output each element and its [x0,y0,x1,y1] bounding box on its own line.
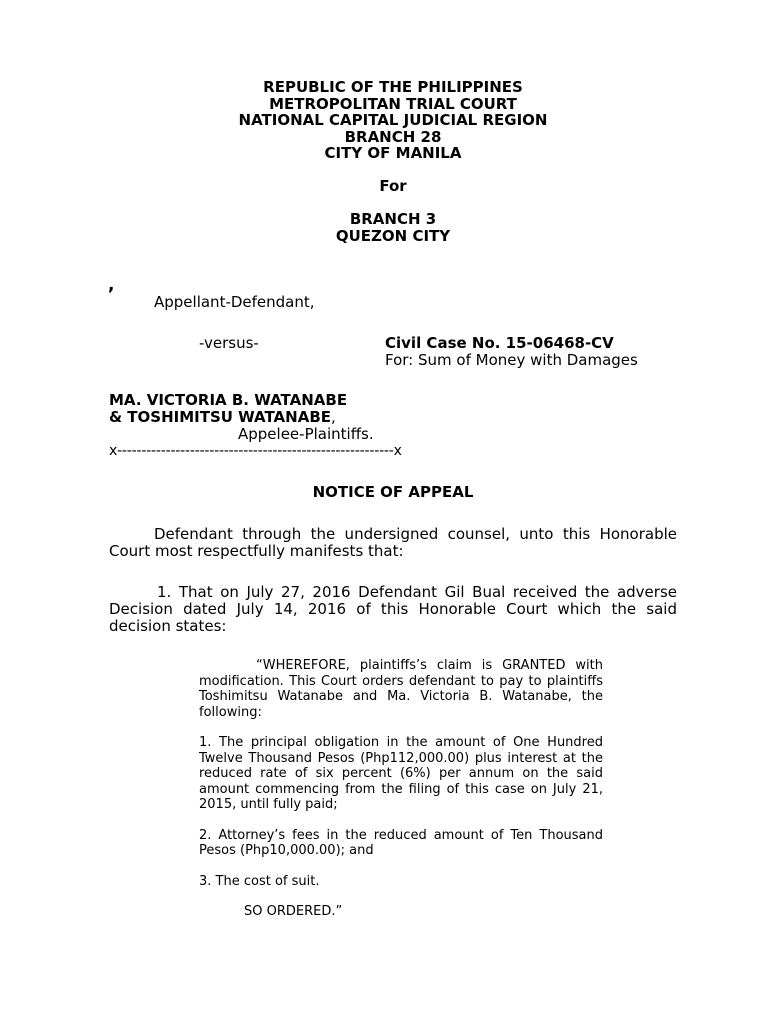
header-city: CITY OF MANILA [324,144,462,162]
quote-item-3: 3. The cost of suit. [199,873,320,889]
caption-comma: , [108,275,115,295]
appellee-name-2-line [109,409,336,426]
header-branch-2: BRANCH 3 [349,210,437,228]
appellant-role: Appellant-Defendant, [154,293,315,311]
intro-paragraph: Defendant through the undersigned counsel, unto this Honorable Court most respectfully manifests that: [109,525,677,560]
header-region: NATIONAL CAPITAL JUDICIAL REGION [238,111,548,129]
quote-closing: SO ORDERED.” [244,904,343,919]
decision-quote [199,658,603,920]
header-branch: BRANCH 28 [344,127,442,146]
appellee-role: Appelee-Plaintiffs. [238,425,374,443]
header-republic: REPUBLIC OF THE PHILIPPINES [263,78,523,96]
header-city-2: QUEZON CITY [335,227,451,245]
appellee-comma: , [331,408,336,426]
paragraph-1: 1. That on July 27, 2016 Defendant Gil Bual received the adverse Decision dated July 14, 2016 of this Honorable Court which the said decision states: [109,583,677,635]
appellee-name-1: MA. VICTORIA B. WATANABE [109,391,348,409]
versus-label: -versus- [199,334,259,352]
case-nature: For: Sum of Money with Damages [385,351,638,369]
quote-item-2: 2. Attorney’s fees in the reduced amount of Ten Thousand Pesos (Php10,000.00); and [199,827,603,858]
quote-item-1: 1. The principal obligation in the amount of One Hundred Twelve Thousand Pesos (Php112,000.00) plus interest at the reduced rate of six percent (6%) per annum on the said amount commencing from the filing of this case on July 21, 2015, until fully paid; [199,735,603,812]
header-court: METROPOLITAN TRIAL COURT [269,94,517,113]
header-for: For [379,177,407,195]
document-title: NOTICE OF APPEAL [312,483,474,501]
caption-divider: x---------------------------------------------------------x [109,443,402,459]
quote-opening: “WHEREFORE, plaintiffs’s claim is GRANTED with modification. This Court orders defendant to pay to plaintiffs Toshimitsu Watanabe and Ma. Victoria B. Watanabe, the following: [199,658,603,720]
court-header [0,79,768,162]
case-number: Civil Case No. 15-06468-CV [385,334,614,352]
appellee-name-2: & TOSHIMITSU WATANABE [109,408,332,426]
